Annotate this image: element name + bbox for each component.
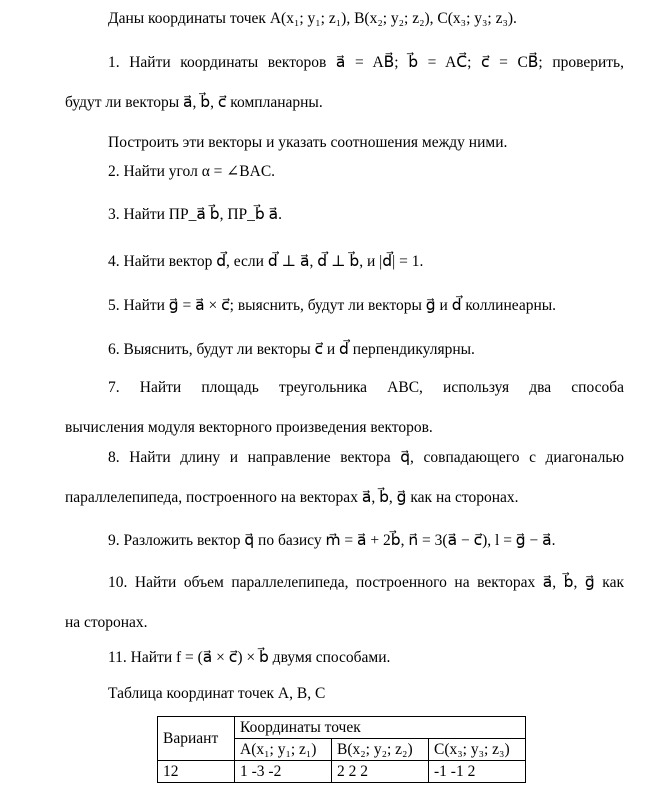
task-1-line-3: Построить эти векторы и указать соотношения между ними.	[108, 134, 508, 151]
b-coords-cell: 2 2 2	[332, 761, 429, 783]
col-c-header: C(x₃; y₃; z₃)	[429, 739, 526, 761]
a-coords-cell: 1 -3 -2	[235, 761, 332, 783]
task-3: 3. Найти ПР_a⃗ b⃗, ПР_b⃗ a⃗.	[108, 206, 282, 223]
task-5: 5. Найти g⃗ = a⃗ × c⃗; выяснить, будут ли векторы g⃗ и d⃗ коллинеарны.	[108, 297, 557, 314]
task-7-line-2: вычисления модуля векторного произведения векторов.	[65, 419, 433, 436]
table-caption: Таблица координат точек A, B, C	[108, 685, 326, 702]
table-header-row	[158, 717, 526, 739]
table-row	[158, 761, 526, 783]
task-7-line-1: 7. Найти площадь треугольника ABC, используя два способа	[108, 379, 624, 396]
c-coords-cell: -1 -1 2	[429, 761, 526, 783]
task-9: 9. Разложить вектор q⃗ по базису m⃗ = a⃗ + 2b⃗, n⃗ = 3(a⃗ − c⃗), l = g⃗ − a⃗.	[108, 532, 556, 549]
col-a-header: A(x₁; y₁; z₁)	[235, 739, 332, 761]
task-6: 6. Выяснить, будут ли векторы c⃗ и d⃗ перпендикулярны.	[108, 341, 475, 358]
col-b-header: B(x₂; y₂; z₂)	[332, 739, 429, 761]
task-10-line-2: на сторонах.	[65, 614, 148, 631]
coordinates-table	[157, 716, 526, 783]
task-8-line-2: параллелепипеда, построенного на векторах a⃗, b⃗, g⃗ как на сторонах.	[65, 489, 519, 506]
task-2: 2. Найти угол α = ∠BAC.	[108, 163, 276, 180]
coords-header: Координаты точек	[235, 717, 526, 739]
variant-cell: 12	[158, 761, 235, 783]
task-10-line-1: 10. Найти объем параллелепипеда, построенного на векторах a⃗, b⃗, g⃗ как	[108, 574, 624, 591]
intro-text: Даны координаты точек A(x₁; y₁; z₁), B(x₂; y₂; z₂), C(x₃; y₃; z₃).	[108, 10, 517, 27]
variant-header: Вариант	[158, 717, 235, 761]
task-11: 11. Найти f = (a⃗ × c⃗) × b⃗ двумя способами.	[108, 649, 391, 666]
task-4: 4. Найти вектор d⃗, если d⃗ ⊥ a⃗, d⃗ ⊥ b⃗, и |d⃗| = 1.	[108, 253, 424, 270]
task-1-line-1: 1. Найти координаты векторов a⃗ = AB⃗; b⃗ = AC⃗; c⃗ = CB⃗; проверить,	[108, 54, 624, 71]
task-1-line-2: будут ли векторы a⃗, b⃗, c⃗ компланарны.	[65, 94, 323, 111]
task-8-line-1: 8. Найти длину и направление вектора q⃗, совпадающего с диагональю	[108, 449, 624, 466]
